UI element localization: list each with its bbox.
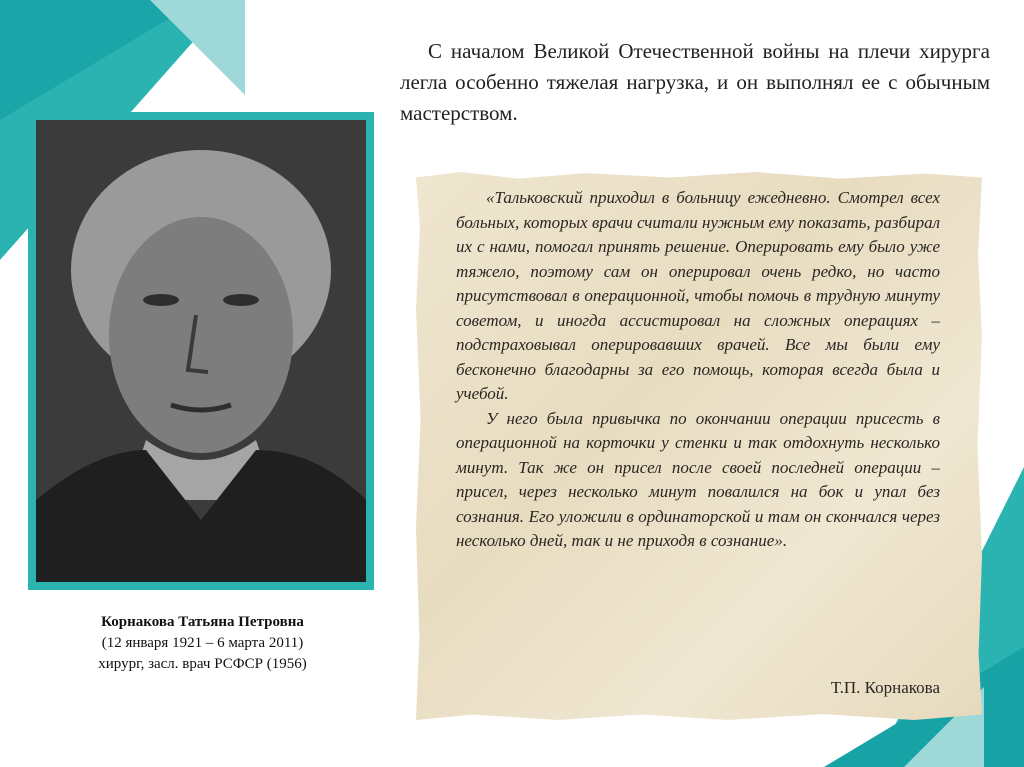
quote-paragraph-1: «Тальковский приходил в больницу ежедневно. Смотрел всех больных, которых врачи считали нужным ему показать, разбирал их с нами, помогал принять решение. Оперировать ему было уже тяжело, поэтому сам он оперировал очень редко, но часто присутствовал в операционной, чтобы помочь в трудную минуту советом, и иногда ассистировал на сложных операциях – подстраховывал оперировавших врачей. Все мы были ему бесконечно благодарны за его помощь, которая всегда была и учебой. (456, 188, 940, 403)
portrait-frame (28, 112, 374, 590)
quote-paragraph-2: У него была привычка по окончании операции присесть в операционной на корточки у стенки и так отдохнуть несколько минут. Так же он присел после своей последней операции – присел, через несколько минут повалился на бок и упал без сознания. Его уложили в ординаторской и там он скончался через несколько дней, так и не приходя в сознание». (456, 408, 940, 550)
intro-paragraph: С началом Великой Отечественной войны на плечи хирурга легла особенно тяжелая нагрузка, и он выполнял ее с обычным мастерством. (400, 39, 990, 125)
caption-dates: (12 января 1921 – 6 марта 2011) (101, 635, 304, 651)
caption-name: Корнакова Татьяна Петровна (101, 614, 304, 630)
portrait-illustration (36, 120, 366, 582)
portrait-caption (40, 612, 365, 675)
portrait-photo (36, 120, 366, 582)
quote-author: Т.П. Корнакова (830, 678, 940, 697)
decor-triangle-top-left-light (150, 0, 245, 95)
quote-block (456, 186, 940, 554)
caption-title: хирург, засл. врач РСФСР (1956) (98, 656, 307, 672)
